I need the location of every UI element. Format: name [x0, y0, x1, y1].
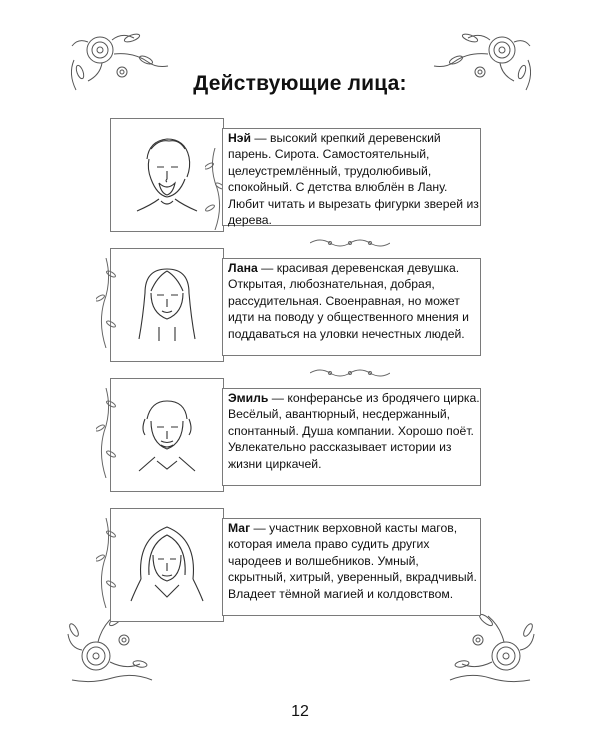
character-card-mag — [110, 508, 480, 620]
portrait-emil-icon — [111, 379, 223, 491]
character-card-nei — [110, 118, 480, 230]
character-name: Эмиль — [228, 391, 269, 405]
vine-ornament-icon — [96, 388, 116, 478]
portrait-frame — [110, 508, 224, 622]
character-card-emil — [110, 378, 480, 490]
character-card-lana — [110, 248, 480, 360]
portrait-lana-icon — [111, 249, 223, 361]
character-name: Маг — [228, 521, 251, 535]
character-description — [228, 520, 480, 602]
vine-ornament-icon — [96, 258, 116, 348]
vine-ornament-icon — [96, 518, 116, 608]
character-name: Нэй — [228, 131, 252, 145]
character-description — [228, 390, 480, 472]
flourish-ornament-icon — [310, 366, 390, 380]
portrait-frame — [110, 248, 224, 362]
character-description-text: — участник верховной касты магов, которая имела право судить других чародеев и волшебников. Умный, скрытный, хитрый, уверенный, вкрадчивый. Владеет тёмной магией и колдовством. — [228, 521, 477, 601]
character-description-text: — конферансье из бродячего цирка. Весёлый, авантюрный, несдержанный, спонтанный. Душа компании. Хорошо поёт. Увлекательно рассказывает истории из жизни циркачей. — [228, 391, 480, 471]
portrait-mag-icon — [111, 509, 223, 621]
character-description-text: — высокий крепкий деревенский парень. Сирота. Самостоятельный, целеустремлённый, трудолюбивый, спокойный. С детства влюблён в Лану. Любит читать и вырезать фигурки зверей из дерева. — [228, 131, 479, 228]
page-number: 12 — [291, 703, 309, 720]
character-description — [228, 260, 480, 342]
portrait-frame — [110, 378, 224, 492]
character-description-text: — красивая деревенская девушка. Открытая, любознательная, добрая, рассудительная. Своенравная, но может идти на поводу у общественного мнения и поддаваться на уловки нечестных людей. — [228, 261, 469, 341]
character-name: Лана — [228, 261, 258, 275]
flourish-ornament-icon — [310, 236, 390, 250]
character-description — [228, 130, 480, 228]
page-title: Действующие лица: — [193, 72, 407, 95]
